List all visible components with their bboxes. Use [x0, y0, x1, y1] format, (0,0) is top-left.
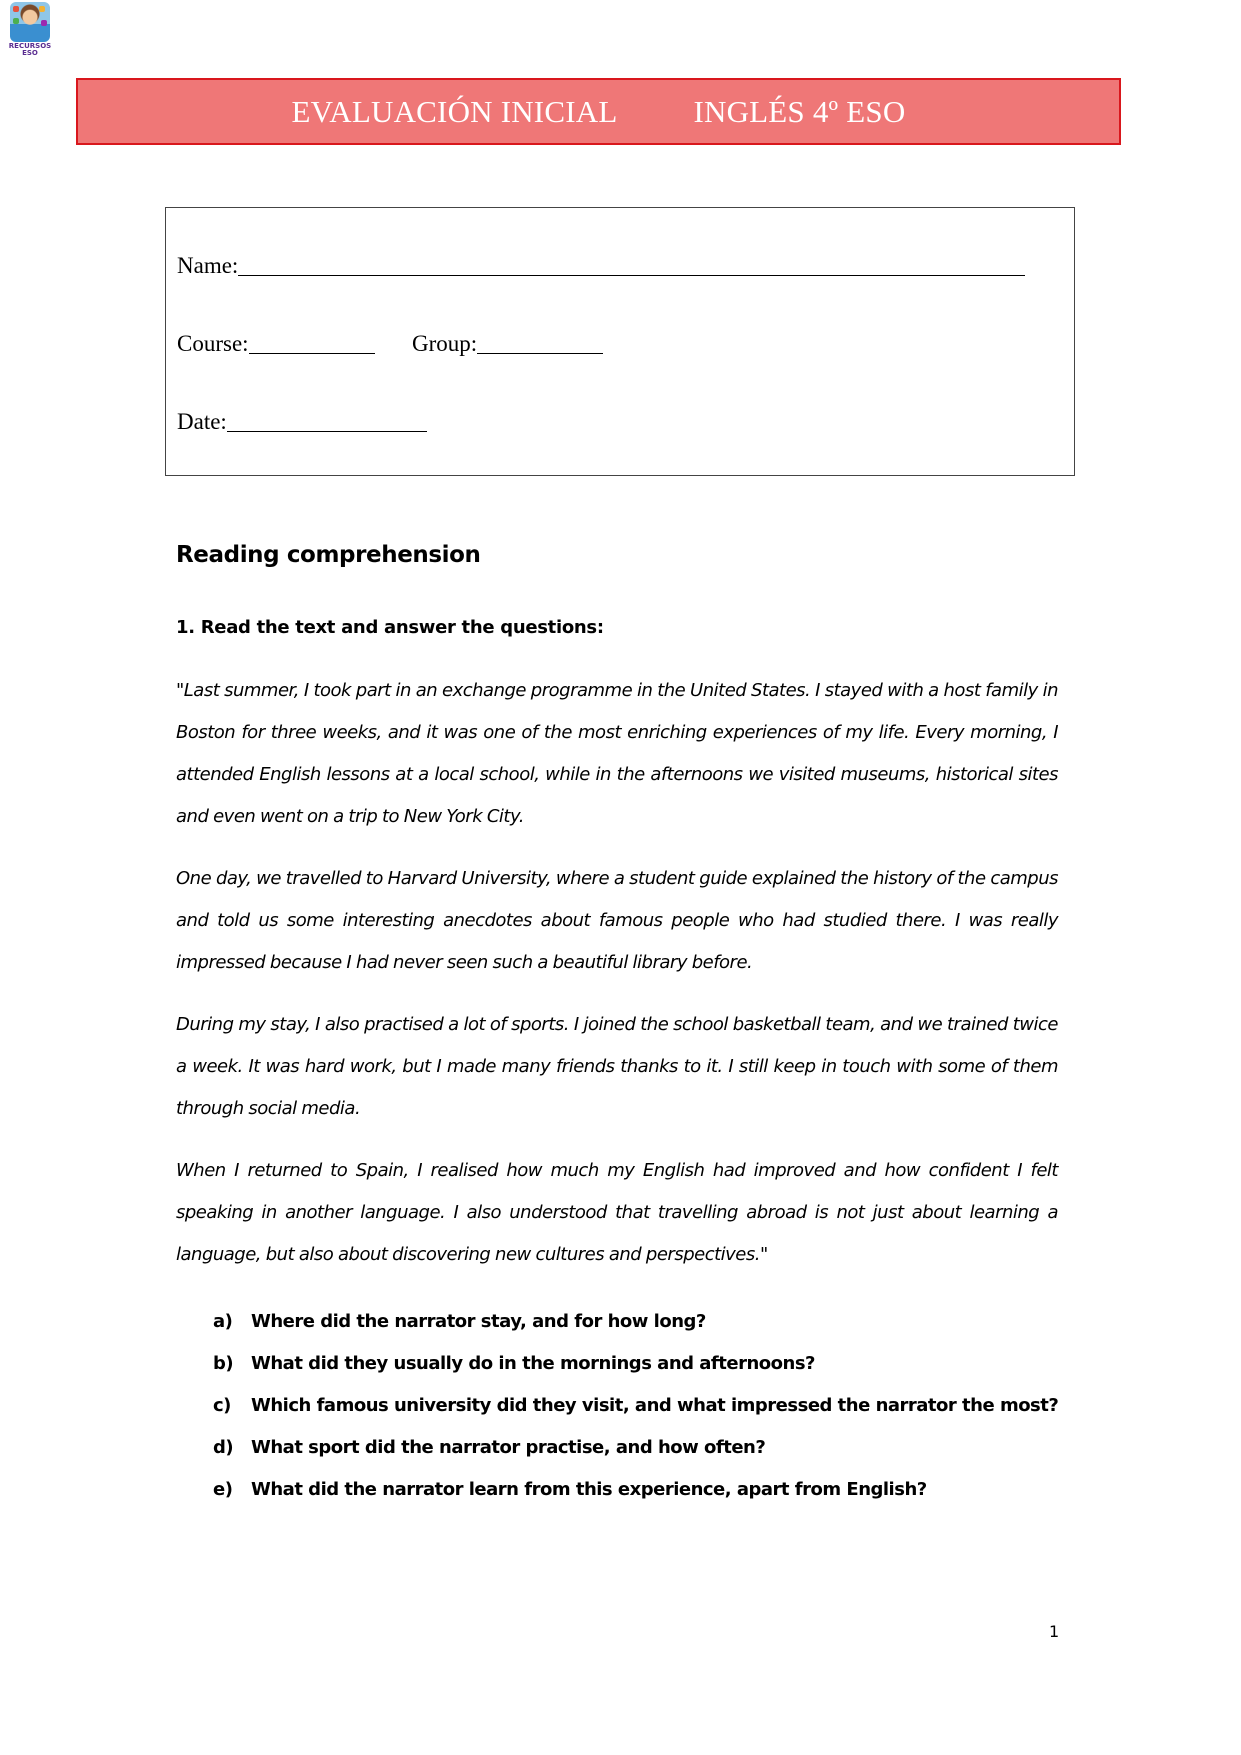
question-list [213, 1301, 1058, 1511]
question-item [213, 1427, 1058, 1469]
passage-paragraph: One day, we travelled to Harvard University, where a student guide explained the history of the campus and told us some interesting anecdotes about famous people who had studied there. I was really impressed because I had never seen such a beautiful library before. [176, 868, 1058, 973]
question-item [213, 1343, 1058, 1385]
logo-text [8, 43, 52, 57]
question-label: b) [213, 1353, 234, 1374]
question-label: a) [213, 1311, 233, 1332]
question-text: What did the narrator learn from this experience, apart from English? [251, 1479, 927, 1500]
name-field[interactable] [177, 250, 1025, 279]
student-info-box [165, 207, 1075, 476]
section-title: Reading comprehension [176, 542, 481, 568]
date-blank-line[interactable] [227, 409, 427, 432]
question-item [213, 1469, 1058, 1511]
course-field[interactable] [177, 328, 375, 357]
title-banner [76, 78, 1121, 145]
group-blank-line[interactable] [477, 331, 603, 354]
name-blank-line[interactable] [238, 253, 1025, 276]
recursos-eso-logo [8, 2, 52, 60]
logo-text-line1: RECURSOS [8, 42, 52, 50]
date-label: Date: [177, 409, 227, 434]
date-field[interactable] [177, 406, 427, 435]
course-blank-line[interactable] [249, 331, 375, 354]
question-label: c) [213, 1395, 231, 1416]
passage-paragraph: During my stay, I also practised a lot of sports. I joined the school basketball team, and we trained twice a week. It was hard work, but I made many friends thanks to it. I still keep in touch with some of them through social media. [176, 1014, 1058, 1119]
question-label: e) [213, 1479, 233, 1500]
passage-paragraph: When I returned to Spain, I realised how much my English had improved and how confident I felt speaking in another language. I also understood that travelling abroad is not just about learning a language, but also about discovering new cultures and perspectives." [176, 1160, 1058, 1265]
group-field[interactable] [412, 328, 603, 357]
question-text: What did they usually do in the mornings and afternoons? [251, 1353, 815, 1374]
group-label: Group: [412, 331, 478, 356]
question-text: What sport did the narrator practise, and how often? [251, 1437, 766, 1458]
title-left: EVALUACIÓN INICIAL [291, 93, 618, 129]
course-label: Course: [177, 331, 249, 356]
question-item [213, 1385, 1058, 1427]
passage-paragraph: "Last summer, I took part in an exchange programme in the United States. I stayed with a host family in Boston for three weeks, and it was one of the most enriching experiences of my life. Every morning, I attended English lessons at a local school, while in the afternoons we visited museums, historical sites and even went on a trip to New York City. [176, 680, 1058, 827]
question-text: Where did the narrator stay, and for how long? [251, 1311, 706, 1332]
question-label: d) [213, 1437, 234, 1458]
title-right: INGLÉS 4º ESO [693, 93, 906, 129]
logo-text-line2: ESO [22, 49, 38, 57]
page-number: 1 [1049, 1622, 1060, 1641]
reading-child-icon [10, 2, 50, 42]
name-label: Name: [177, 253, 239, 278]
exercise-instruction: 1. Read the text and answer the questions: [176, 617, 604, 638]
question-text: Which famous university did they visit, and what impressed the narrator the most? [251, 1395, 1059, 1416]
question-item [213, 1301, 1058, 1343]
